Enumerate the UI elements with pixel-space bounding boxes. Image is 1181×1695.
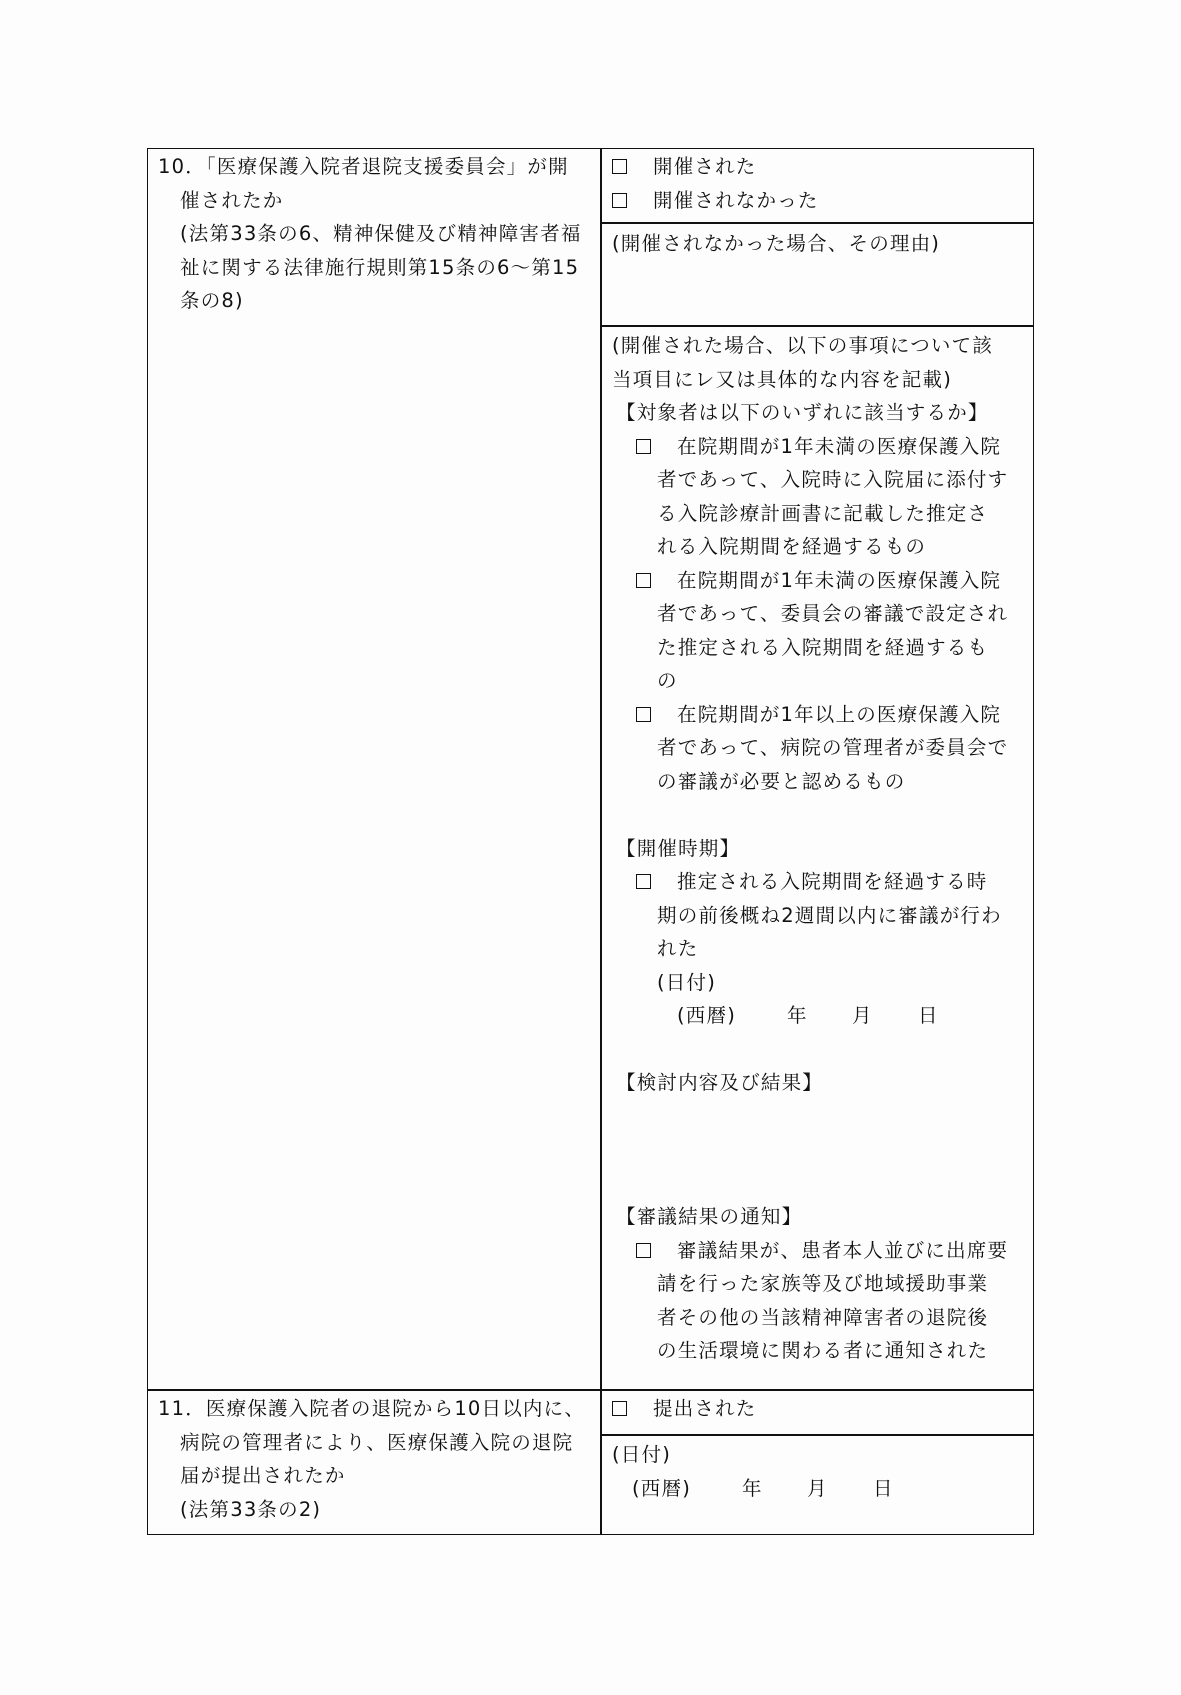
- date-label: (日付): [612, 1443, 672, 1466]
- review-heading: 【検討内容及び結果】: [616, 1071, 824, 1094]
- checkbox-target-1[interactable]: [636, 439, 651, 454]
- target-item-2-line: 者であって、委員会の審議で設定され: [657, 602, 1009, 625]
- checkbox-target-2[interactable]: [636, 573, 651, 588]
- target-item-1-line: れる入院期間を経過するもの: [657, 535, 927, 558]
- timing-item-line: 期の前後概ね2週間以内に審議が行わ: [657, 903, 1002, 927]
- checkbox-submitted[interactable]: [612, 1401, 627, 1416]
- option-not-held-label: 開催されなかった: [653, 189, 819, 212]
- question-line: 10．「医療保護入院者退院支援委員会」が開: [158, 155, 569, 178]
- notice-item-line: 者その他の当該精神障害者の退院後: [657, 1305, 989, 1329]
- row-divider: [600, 222, 1033, 224]
- question-line: 11．医療保護入院者の退院から10日以内に、: [158, 1397, 586, 1420]
- instruction-line: (開催された場合、以下の事項について該: [612, 334, 994, 357]
- checkbox-timing[interactable]: [636, 874, 651, 889]
- checkbox-held[interactable]: [612, 159, 627, 174]
- date-year-field[interactable]: 年: [742, 1476, 763, 1500]
- checkbox-not-held[interactable]: [612, 193, 627, 208]
- date-day-field[interactable]: 日: [918, 1004, 939, 1027]
- date-month-field[interactable]: 月: [852, 1004, 873, 1027]
- notice-item-line: 請を行った家族等及び地域援助事業: [657, 1272, 989, 1295]
- option-not-held[interactable]: [612, 184, 819, 218]
- target-item-1-line: る入院診療計画書に記載した推定さ: [657, 501, 989, 525]
- row-divider: [600, 1434, 1033, 1436]
- notice-heading: 【審議結果の通知】: [616, 1205, 803, 1228]
- notice-item[interactable]: 審議結果が、患者本人並びに出席要: [636, 1234, 1008, 1268]
- question-line: 届が提出されたか: [180, 1464, 346, 1487]
- target-item-1[interactable]: 在院期間が1年未満の医療保護入院: [636, 430, 1001, 464]
- target-item-2[interactable]: 在院期間が1年未満の医療保護入院: [636, 564, 1001, 598]
- date-year-field[interactable]: 年: [787, 1004, 808, 1027]
- timing-item-line: れた: [657, 937, 699, 960]
- checkbox-notice[interactable]: [636, 1243, 651, 1258]
- timing-heading: 【開催時期】: [616, 836, 741, 860]
- date-era: (西暦): [677, 1004, 737, 1027]
- reason-label: (開催されなかった場合、その理由): [612, 232, 941, 255]
- target-item-2-line: の: [657, 669, 678, 692]
- target-heading: 【対象者は以下のいずれに該当するか】: [616, 401, 989, 424]
- question-line: 催されたか: [180, 188, 284, 212]
- checkbox-target-3[interactable]: [636, 707, 651, 722]
- timing-item[interactable]: 推定される入院期間を経過する時: [636, 865, 988, 899]
- question-line: 病院の管理者により、医療保護入院の退院: [180, 1430, 574, 1454]
- legal-reference-line: (法第33条の6、精神保健及び精神障害者福: [180, 222, 582, 245]
- target-item-3[interactable]: 在院期間が1年以上の医療保護入院: [636, 698, 1001, 732]
- row-divider: [600, 325, 1033, 327]
- instruction-line: 当項目にレ又は具体的な内容を記載): [612, 367, 953, 391]
- option-held[interactable]: [612, 150, 757, 184]
- legal-reference-line: 祉に関する法律施行規則第15条の6～第15: [180, 255, 580, 279]
- notice-item-line: の生活環境に関わる者に通知された: [657, 1339, 989, 1362]
- legal-reference-line: (法第33条の2): [180, 1497, 322, 1521]
- target-item-3-line: 者であって、病院の管理者が委員会で: [657, 736, 1009, 759]
- date-label: (日付): [657, 970, 717, 994]
- legal-reference-line: 条の8): [180, 289, 244, 312]
- target-item-3-line: の審議が必要と認めるもの: [657, 769, 906, 793]
- date-day-field[interactable]: 日: [873, 1476, 894, 1500]
- option-held-label: 開催された: [653, 155, 757, 178]
- target-item-1-line: 者であって、入院時に入院届に添付す: [657, 468, 1009, 491]
- option-submitted[interactable]: 提出された: [612, 1392, 757, 1426]
- target-item-2-line: た推定される入院期間を経過するも: [657, 635, 989, 659]
- column-divider: [600, 149, 602, 1534]
- date-month-field[interactable]: 月: [807, 1476, 828, 1500]
- date-era: (西暦): [632, 1476, 692, 1500]
- section-divider: [148, 1389, 1033, 1391]
